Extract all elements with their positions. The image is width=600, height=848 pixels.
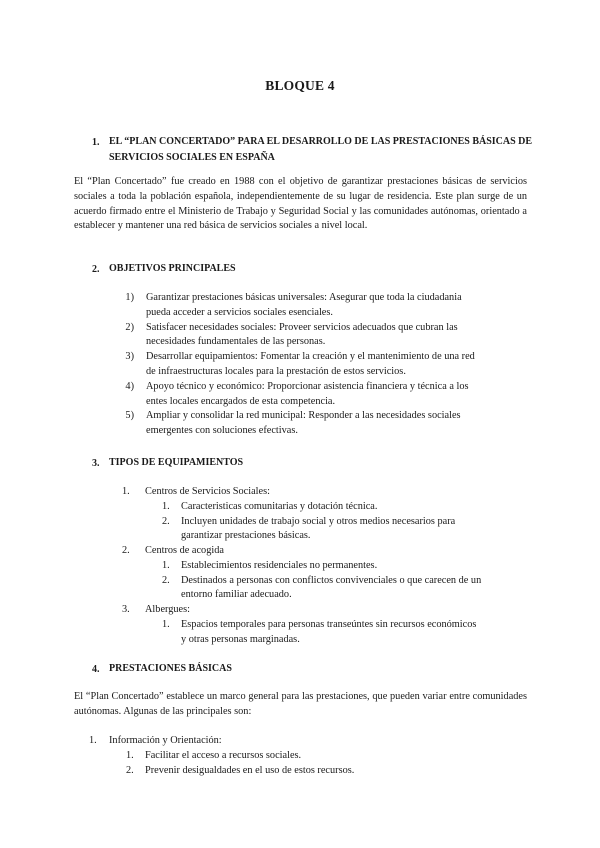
list-marker: 1) bbox=[125, 292, 134, 303]
list-item bbox=[110, 380, 530, 410]
sub-marker: 2. bbox=[126, 764, 134, 776]
equip-group-3-marker: 3. bbox=[122, 604, 130, 615]
section-3-heading: TIPOS DE EQUIPAMIENTOS bbox=[109, 457, 244, 468]
sub-item: Facilitar el acceso a recursos sociales. bbox=[145, 749, 302, 761]
section-4-number: 4. bbox=[92, 664, 100, 675]
list-marker: 4) bbox=[125, 380, 134, 392]
section-3-number: 3. bbox=[92, 458, 100, 469]
sub-item: Caracteristicas comunitarias y dotación técnica. bbox=[181, 500, 378, 512]
prestaciones-item-1-label: Información y Orientación: bbox=[109, 735, 222, 746]
list-marker: 5) bbox=[125, 410, 134, 422]
list-item-line1: Satisfacer necesidades sociales: Proveer servicios adecuados que cubran las bbox=[146, 321, 458, 333]
section-2-heading: OBJETIVOS PRINCIPALES bbox=[109, 263, 236, 274]
sub-item: Prevenir desigualdades en el uso de estos recursos. bbox=[145, 764, 355, 776]
equip-group-1-label: Centros de Servicios Sociales: bbox=[145, 486, 270, 497]
list-item-line1: Garantizar prestaciones básicas universales: Asegurar que toda la ciudadania bbox=[146, 292, 462, 303]
sub-item: Establecimientos residenciales no permanentes. bbox=[181, 559, 378, 571]
section-1-heading-line1: EL “PLAN CONCERTADO” PARA EL DESARROLLO DE LAS PRESTACIONES BÁSICAS DE bbox=[109, 136, 533, 147]
section-4-heading: PRESTACIONES BÁSICAS bbox=[109, 663, 232, 674]
sub-marker: 2. bbox=[162, 515, 170, 527]
section-1-heading-line2: SERVICIOS SOCIALES EN ESPAÑA bbox=[109, 152, 275, 163]
list-item-line2: necesidades fundamentales de las personas. bbox=[146, 336, 326, 348]
list-item bbox=[110, 350, 530, 380]
section-1-heading bbox=[109, 134, 569, 166]
list-item bbox=[110, 321, 530, 351]
sub-marker: 1. bbox=[162, 559, 170, 571]
sub-item: Incluyen unidades de trabajo social y otros medios necesarios para garantizar prestaciones básicas. bbox=[181, 515, 456, 542]
section-1-paragraph: El “Plan Concertado” fue creado en 1988 con el objetivo de garantizar prestaciones básicas de servicios sociales a toda la población española, independientemente de su lugar de residencia. Este plan surge de un acuerdo firmado entre el Ministerio de Trabajo y Seguridad Social y las comunidades autónomas, orientado a establecer y mantener una red básica de servicios sociales a nivel local. bbox=[74, 176, 527, 232]
sub-marker: 1. bbox=[162, 619, 170, 630]
equip-group-3-label: Albergues: bbox=[145, 604, 190, 615]
equip-group-1-marker: 1. bbox=[122, 486, 130, 497]
list-item-line1: Desarrollar equipamientos: Fomentar la creación y el mantenimiento de una red bbox=[146, 351, 475, 363]
equip-group-2-marker: 2. bbox=[122, 545, 130, 556]
sub-item: Destinados a personas con conflictos convivenciales o que carecen de un entorno familiar adecuado. bbox=[181, 574, 482, 601]
list-item-line1: Apoyo técnico y económico: Proporcionar asistencia financiera y técnica a los bbox=[146, 380, 469, 392]
page-title: BLOQUE 4 bbox=[265, 78, 335, 93]
section-4-paragraph: El “Plan Concertado” establece un marco general para las prestaciones, que pueden variar entre comunidades autónomas. Algunas de las principales son: bbox=[74, 691, 527, 717]
section-1-number: 1. bbox=[92, 137, 100, 148]
list-item-line1: Ampliar y consolidar la red municipal: Responder a las necesidades sociales bbox=[146, 410, 461, 422]
sub-marker: 2. bbox=[162, 574, 170, 586]
list-item-line2: entes locales encargados de esta competencia. bbox=[146, 395, 336, 407]
list-marker: 2) bbox=[125, 321, 134, 333]
section-2-number: 2. bbox=[92, 264, 100, 275]
sub-marker: 1. bbox=[162, 500, 170, 512]
equip-group-2-label: Centros de acogida bbox=[145, 545, 224, 556]
prestaciones-item-1-marker: 1. bbox=[89, 735, 97, 746]
list-item bbox=[110, 291, 530, 321]
objectives-list bbox=[110, 291, 530, 439]
sub-marker: 1. bbox=[126, 749, 134, 761]
list-item-line2: emergentes con soluciones efectivas. bbox=[146, 425, 298, 437]
list-marker: 3) bbox=[125, 351, 134, 363]
sub-item: Espacios temporales para personas transeúntes sin recursos económicos y otras personas marginadas. bbox=[181, 619, 477, 645]
list-item bbox=[110, 409, 530, 439]
list-item-line2: de infraestructuras locales para la prestación de estos servicios. bbox=[146, 365, 406, 377]
list-item-line2: pueda acceder a servicios sociales esenciales. bbox=[146, 306, 333, 318]
